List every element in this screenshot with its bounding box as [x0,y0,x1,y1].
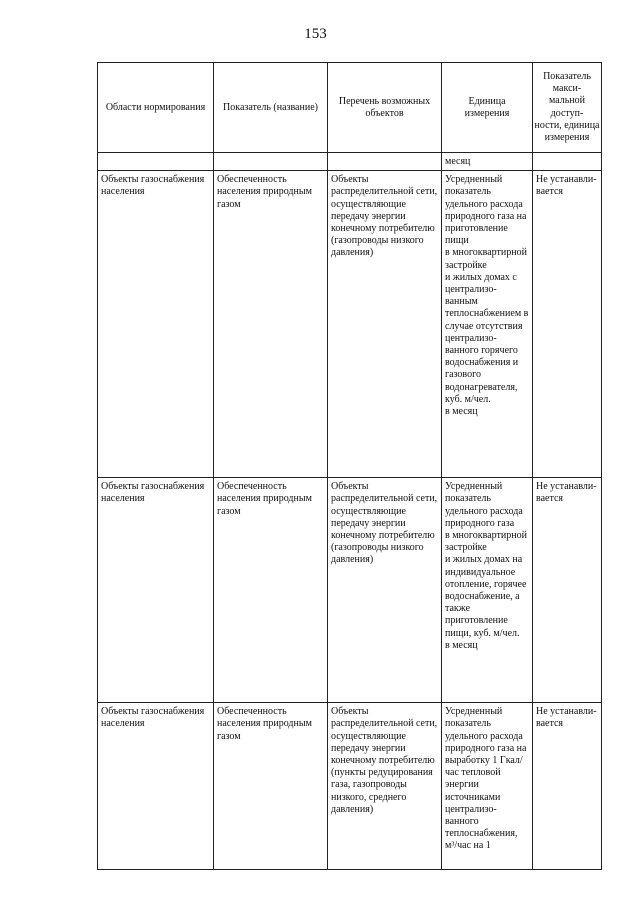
cell-unit: Усредненный показатель удельного расхода природного газа в многоквартирной застройке и жилых домах на индивидуальное отопление, горячее водоснабжение, а также приготовление пищи, куб. м/чел. в месяц [442,478,533,703]
table-header-row [98,63,602,153]
header-indicator: Показатель (название) [214,63,328,153]
cell-area: Объекты газоснабжения населения [98,171,214,478]
table-row-continuation [98,153,602,171]
table-row [98,478,602,703]
cont-indicator [214,153,328,171]
cell-unit: Усредненный показатель удельного расхода природного газа на выработку 1 Гкал/час тепловой энергии источниками централизо- ванного теплоснабжения, м³/час на 1 [442,703,533,870]
cell-objects: Объекты распределительной сети, осуществляющие передачу энергии конечному потребителю (газопроводы низкого давления) [328,478,442,703]
cell-objects: Объекты распределительной сети, осуществляющие передачу энергии конечному потребителю (газопроводы низкого давления) [328,171,442,478]
header-max-access: Показатель макси- мальной доступ- ности, единица измерения [533,63,602,153]
cell-objects: Объекты распределительной сети, осуществляющие передачу энергии конечному потребителю (пункты редуцирования газа, газопроводы низкого, среднего давления) [328,703,442,870]
cell-area: Объекты газоснабжения населения [98,703,214,870]
cell-indicator: Обеспеченность населения природным газом [214,171,328,478]
cont-unit: месяц [442,153,533,171]
table-row [98,171,602,478]
norms-table [97,62,602,870]
header-area: Области нормирования [98,63,214,153]
cell-max-access: Не устанавли- вается [533,478,602,703]
cont-max-access [533,153,602,171]
header-unit: Единица измерения [442,63,533,153]
cell-area: Объекты газоснабжения населения [98,478,214,703]
page-number: 153 [304,26,327,42]
cell-indicator: Обеспеченность населения природным газом [214,478,328,703]
header-objects: Перечень возможных объектов [328,63,442,153]
cell-max-access: Не устанавли- вается [533,703,602,870]
cell-unit: Усредненный показатель удельного расхода природного газа на приготовление пищи в многоквартирной застройке и жилых домах с централизо- ванным теплоснабжением в случае отсутствия централизо- ванного горячего водоснабжения и газового водонагревателя, куб. м/чел. в месяц [442,171,533,478]
cell-indicator: Обеспеченность населения природным газом [214,703,328,870]
table-row [98,703,602,870]
cont-objects [328,153,442,171]
cont-area [98,153,214,171]
cell-max-access: Не устанавли- вается [533,171,602,478]
